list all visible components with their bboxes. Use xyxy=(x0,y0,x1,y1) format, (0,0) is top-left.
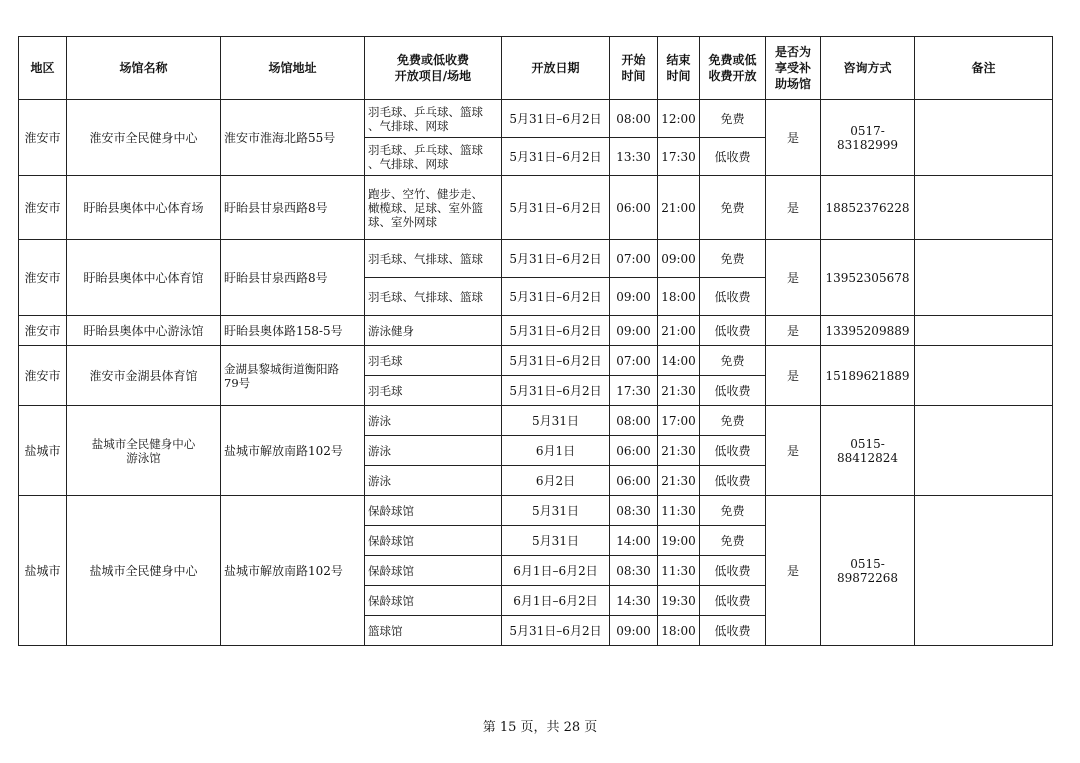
item-cell: 跑步、空竹、健步走、 橄榄球、足球、室外篮 球、室外网球 xyxy=(365,176,502,240)
start-cell: 06:00 xyxy=(610,176,658,240)
item-cell: 保龄球馆 xyxy=(365,556,502,586)
end-cell: 19:00 xyxy=(658,526,700,556)
start-cell: 17:30 xyxy=(610,376,658,406)
note-cell xyxy=(915,406,1053,496)
table-row xyxy=(19,316,1053,346)
region-cell: 淮安市 xyxy=(19,346,67,406)
end-cell: 17:00 xyxy=(658,406,700,436)
contact-cell: 13395209889 xyxy=(821,316,915,346)
end-cell: 17:30 xyxy=(658,138,700,176)
start-cell: 06:00 xyxy=(610,466,658,496)
venue-name-cell: 盱眙县奥体中心游泳馆 xyxy=(67,316,221,346)
fee-cell: 免费 xyxy=(700,240,766,278)
date-cell: 5月31日–6月2日 xyxy=(502,316,610,346)
subsidy-cell: 是 xyxy=(766,316,821,346)
start-cell: 14:30 xyxy=(610,586,658,616)
region-cell: 盐城市 xyxy=(19,496,67,646)
table-row xyxy=(19,406,1053,436)
date-cell: 6月2日 xyxy=(502,466,610,496)
subsidy-cell: 是 xyxy=(766,240,821,316)
table-row xyxy=(19,496,1053,526)
item-cell: 羽毛球、气排球、篮球 xyxy=(365,240,502,278)
fee-cell: 免费 xyxy=(700,346,766,376)
item-cell: 游泳 xyxy=(365,406,502,436)
header-contact: 咨询方式 xyxy=(821,37,915,100)
date-cell: 5月31日–6月2日 xyxy=(502,176,610,240)
item-cell: 羽毛球 xyxy=(365,376,502,406)
start-cell: 09:00 xyxy=(610,316,658,346)
date-cell: 5月31日–6月2日 xyxy=(502,240,610,278)
date-cell: 6月1日 xyxy=(502,436,610,466)
venue-name-cell: 淮安市金湖县体育馆 xyxy=(67,346,221,406)
table-row xyxy=(19,240,1053,278)
region-cell: 盐城市 xyxy=(19,406,67,496)
header-region: 地区 xyxy=(19,37,67,100)
fee-cell: 免费 xyxy=(700,496,766,526)
header-items: 免费或低收费 开放项目/场地 xyxy=(365,37,502,100)
address-cell: 淮安市淮海北路55号 xyxy=(221,100,365,176)
subsidy-cell: 是 xyxy=(766,346,821,406)
subsidy-cell: 是 xyxy=(766,100,821,176)
end-cell: 14:00 xyxy=(658,346,700,376)
start-cell: 09:00 xyxy=(610,278,658,316)
end-cell: 19:30 xyxy=(658,586,700,616)
fee-cell: 低收费 xyxy=(700,466,766,496)
page-footer: 第 15 页，共 28 页 xyxy=(482,720,598,735)
date-cell: 6月1日–6月2日 xyxy=(502,556,610,586)
date-cell: 5月31日 xyxy=(502,406,610,436)
end-cell: 09:00 xyxy=(658,240,700,278)
end-cell: 21:30 xyxy=(658,436,700,466)
contact-cell: 0515-89872268 xyxy=(821,496,915,646)
note-cell xyxy=(915,496,1053,646)
item-cell: 保龄球馆 xyxy=(365,586,502,616)
header-fee: 免费或低 收费开放 xyxy=(700,37,766,100)
header-start: 开始 时间 xyxy=(610,37,658,100)
venue-schedule-table xyxy=(18,36,1053,646)
fee-cell: 低收费 xyxy=(700,376,766,406)
item-cell: 游泳 xyxy=(365,466,502,496)
start-cell: 07:00 xyxy=(610,240,658,278)
item-cell: 游泳 xyxy=(365,436,502,466)
note-cell xyxy=(915,240,1053,316)
start-cell: 08:00 xyxy=(610,406,658,436)
item-cell: 保龄球馆 xyxy=(365,526,502,556)
note-cell xyxy=(915,316,1053,346)
item-cell: 羽毛球 xyxy=(365,346,502,376)
address-cell: 盱眙县甘泉西路8号 xyxy=(221,176,365,240)
venue-name-cell: 盱眙县奥体中心体育馆 xyxy=(67,240,221,316)
item-cell: 篮球馆 xyxy=(365,616,502,646)
note-cell xyxy=(915,100,1053,176)
end-cell: 21:00 xyxy=(658,316,700,346)
table-row xyxy=(19,346,1053,376)
end-cell: 21:30 xyxy=(658,376,700,406)
item-cell: 羽毛球、乒乓球、篮球 、气排球、网球 xyxy=(365,138,502,176)
fee-cell: 低收费 xyxy=(700,436,766,466)
note-cell xyxy=(915,346,1053,406)
item-cell: 保龄球馆 xyxy=(365,496,502,526)
address-cell: 金湖县黎城街道衡阳路 79号 xyxy=(221,346,365,406)
end-cell: 21:00 xyxy=(658,176,700,240)
end-cell: 18:00 xyxy=(658,278,700,316)
start-cell: 06:00 xyxy=(610,436,658,466)
subsidy-cell: 是 xyxy=(766,406,821,496)
venue-name-cell: 淮安市全民健身中心 xyxy=(67,100,221,176)
end-cell: 21:30 xyxy=(658,466,700,496)
contact-cell: 13952305678 xyxy=(821,240,915,316)
region-cell: 淮安市 xyxy=(19,240,67,316)
start-cell: 09:00 xyxy=(610,616,658,646)
date-cell: 5月31日 xyxy=(502,526,610,556)
table-row xyxy=(19,100,1053,138)
fee-cell: 低收费 xyxy=(700,138,766,176)
item-cell: 游泳健身 xyxy=(365,316,502,346)
start-cell: 08:00 xyxy=(610,100,658,138)
end-cell: 12:00 xyxy=(658,100,700,138)
header-subsidy: 是否为 享受补 助场馆 xyxy=(766,37,821,100)
address-cell: 盱眙县奥体路158-5号 xyxy=(221,316,365,346)
header-notes: 备注 xyxy=(915,37,1053,100)
note-cell xyxy=(915,176,1053,240)
venue-name-cell: 盱眙县奥体中心体育场 xyxy=(67,176,221,240)
date-cell: 5月31日 xyxy=(502,496,610,526)
fee-cell: 低收费 xyxy=(700,556,766,586)
fee-cell: 免费 xyxy=(700,406,766,436)
header-end: 结束 时间 xyxy=(658,37,700,100)
venue-name-cell: 盐城市全民健身中心 xyxy=(67,496,221,646)
region-cell: 淮安市 xyxy=(19,100,67,176)
region-cell: 淮安市 xyxy=(19,316,67,346)
date-cell: 6月1日–6月2日 xyxy=(502,586,610,616)
header-dates: 开放日期 xyxy=(502,37,610,100)
end-cell: 11:30 xyxy=(658,496,700,526)
start-cell: 08:30 xyxy=(610,496,658,526)
date-cell: 5月31日–6月2日 xyxy=(502,278,610,316)
venue-name-cell: 盐城市全民健身中心 游泳馆 xyxy=(67,406,221,496)
fee-cell: 低收费 xyxy=(700,316,766,346)
header-address: 场馆地址 xyxy=(221,37,365,100)
contact-cell: 18852376228 xyxy=(821,176,915,240)
start-cell: 07:00 xyxy=(610,346,658,376)
end-cell: 18:00 xyxy=(658,616,700,646)
table-row xyxy=(19,176,1053,240)
header-row xyxy=(19,37,1053,100)
subsidy-cell: 是 xyxy=(766,496,821,646)
contact-cell: 0515-88412824 xyxy=(821,406,915,496)
start-cell: 08:30 xyxy=(610,556,658,586)
date-cell: 5月31日–6月2日 xyxy=(502,100,610,138)
fee-cell: 低收费 xyxy=(700,586,766,616)
region-cell: 淮安市 xyxy=(19,176,67,240)
date-cell: 5月31日–6月2日 xyxy=(502,376,610,406)
start-cell: 14:00 xyxy=(610,526,658,556)
date-cell: 5月31日–6月2日 xyxy=(502,346,610,376)
contact-cell: 15189621889 xyxy=(821,346,915,406)
item-cell: 羽毛球、气排球、篮球 xyxy=(365,278,502,316)
address-cell: 盐城市解放南路102号 xyxy=(221,496,365,646)
fee-cell: 免费 xyxy=(700,100,766,138)
fee-cell: 低收费 xyxy=(700,616,766,646)
start-cell: 13:30 xyxy=(610,138,658,176)
address-cell: 盐城市解放南路102号 xyxy=(221,406,365,496)
date-cell: 5月31日–6月2日 xyxy=(502,616,610,646)
address-cell: 盱眙县甘泉西路8号 xyxy=(221,240,365,316)
date-cell: 5月31日–6月2日 xyxy=(502,138,610,176)
contact-cell: 0517-83182999 xyxy=(821,100,915,176)
end-cell: 11:30 xyxy=(658,556,700,586)
fee-cell: 免费 xyxy=(700,176,766,240)
fee-cell: 免费 xyxy=(700,526,766,556)
fee-cell: 低收费 xyxy=(700,278,766,316)
subsidy-cell: 是 xyxy=(766,176,821,240)
item-cell: 羽毛球、乒乓球、篮球 、气排球、网球 xyxy=(365,100,502,138)
header-venue: 场馆名称 xyxy=(67,37,221,100)
